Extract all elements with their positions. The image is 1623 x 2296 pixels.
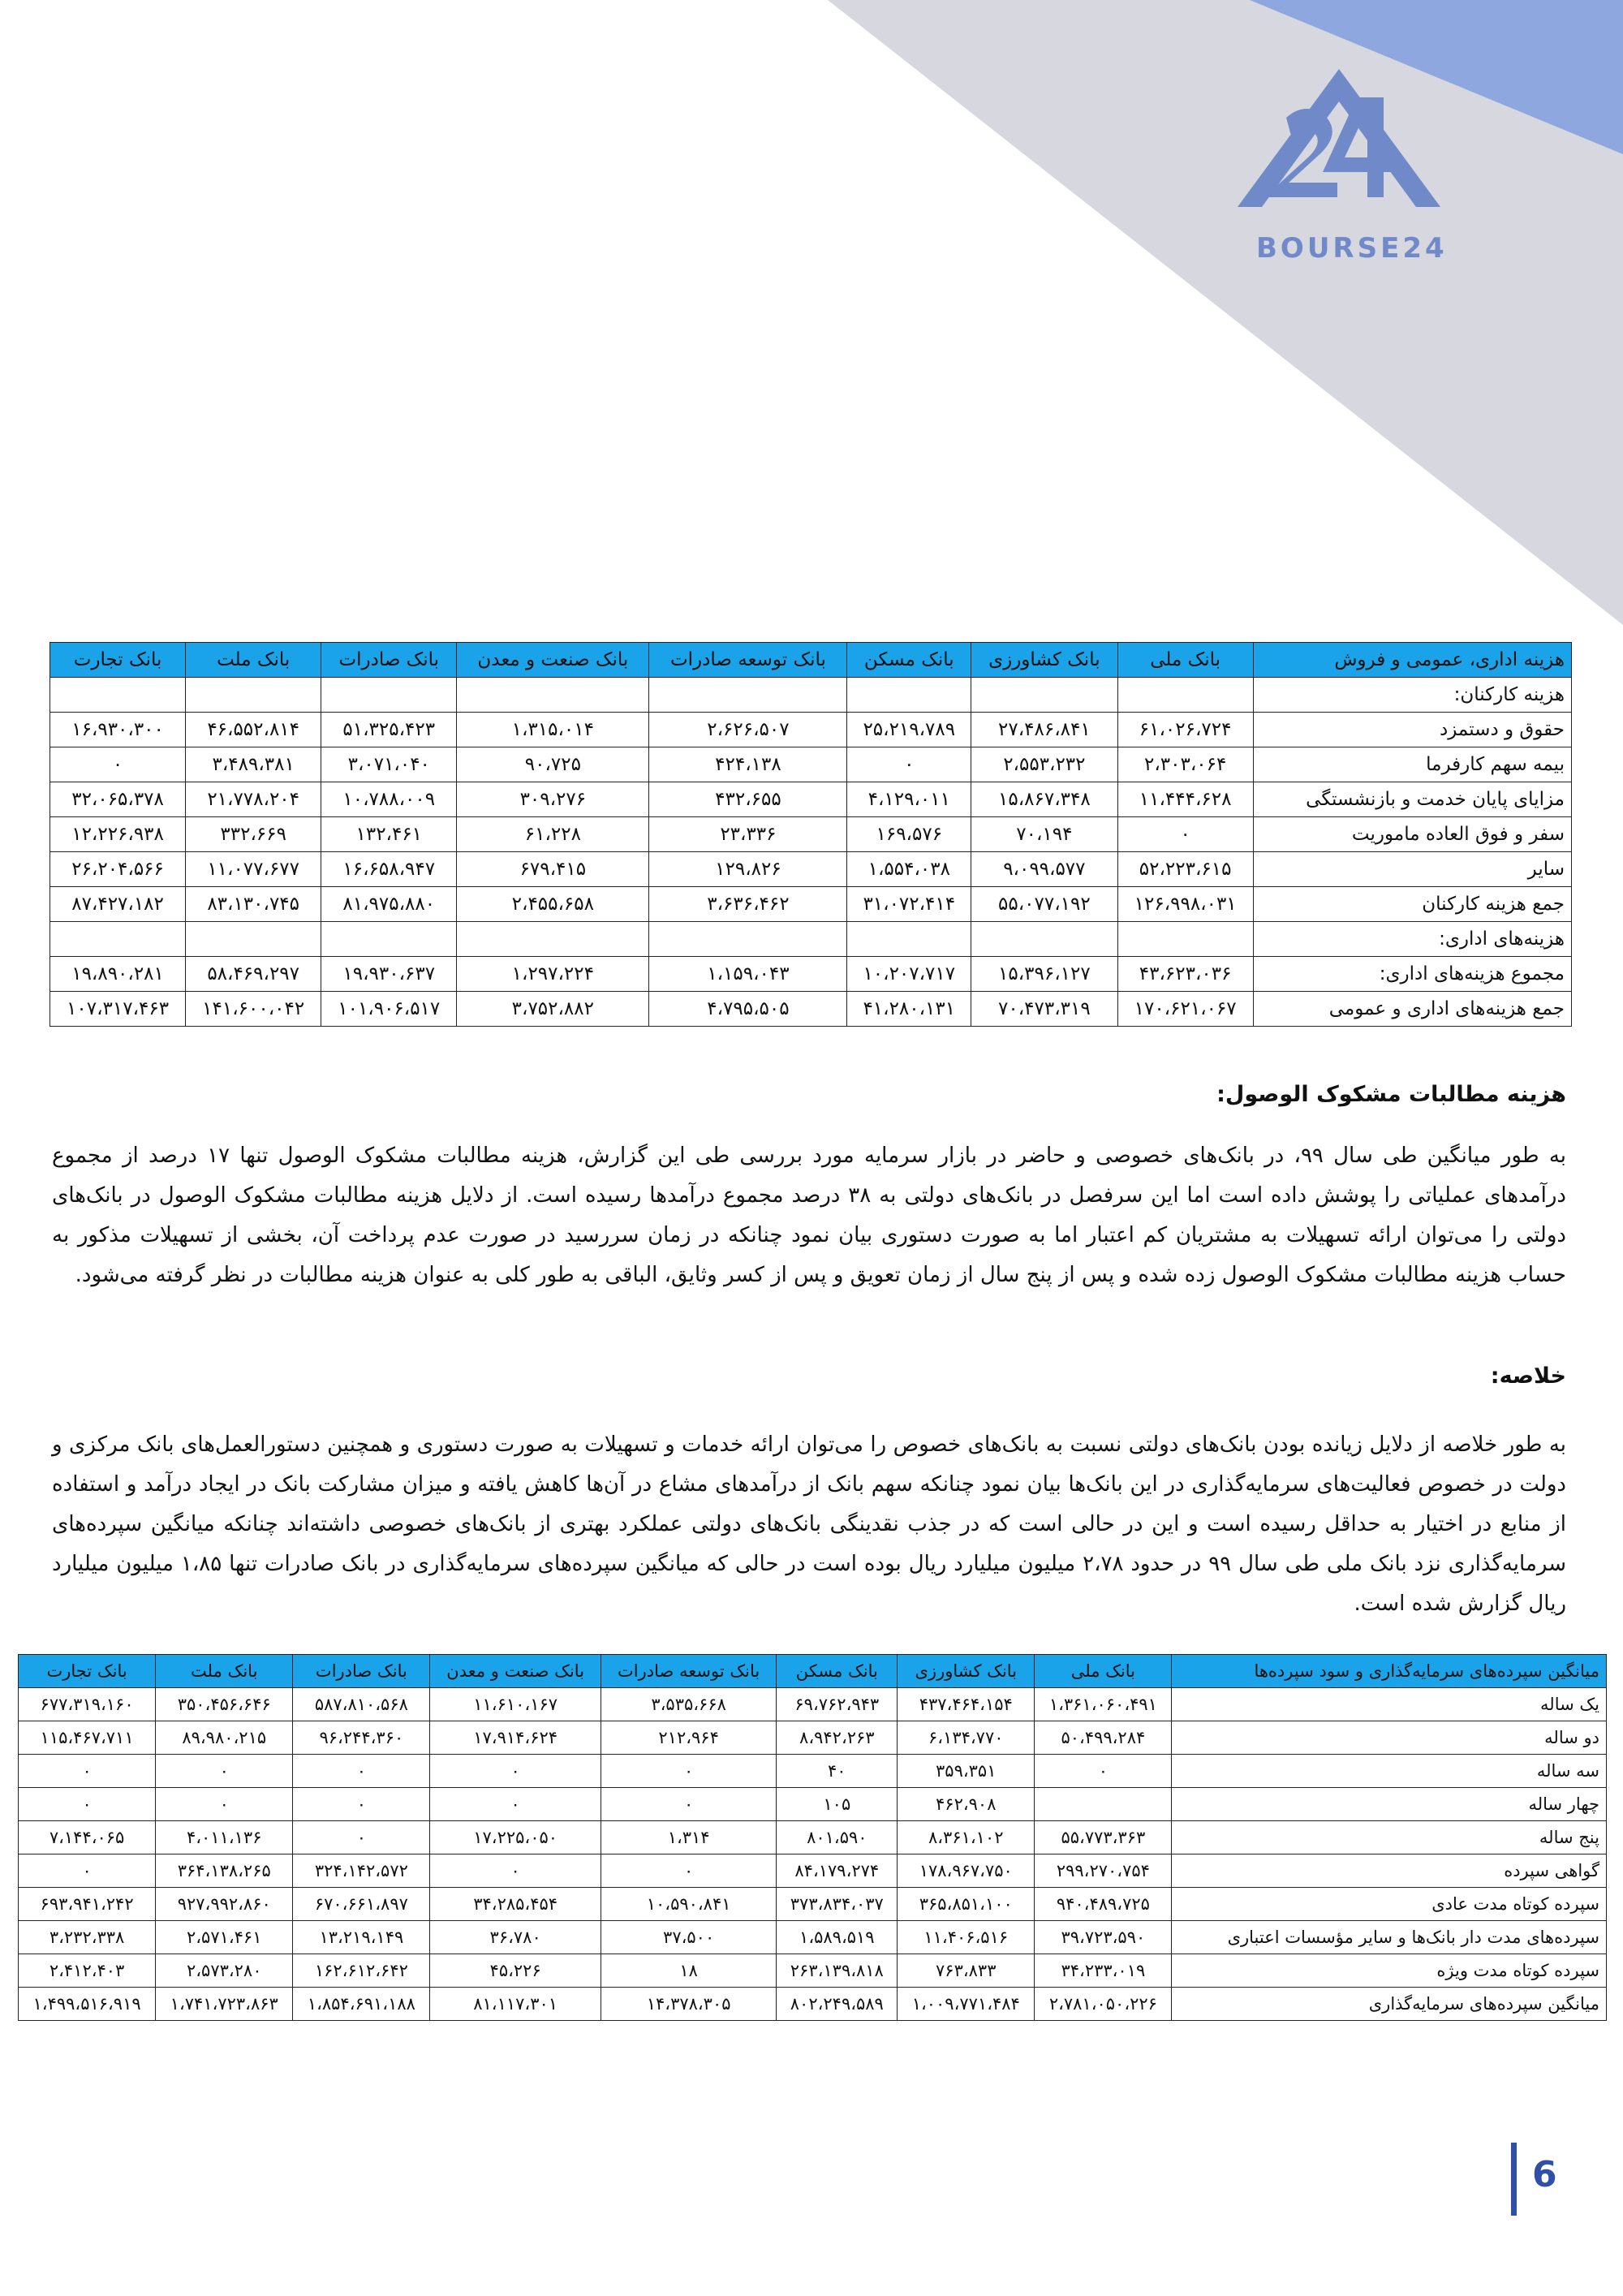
value-cell: ۱،۵۵۴،۰۳۸ <box>847 852 971 887</box>
value-cell: ۳۵۹،۳۵۱ <box>898 1755 1035 1788</box>
value-cell: ۹۲۷،۹۹۲،۸۶۰ <box>156 1888 293 1921</box>
value-cell: ۱،۵۸۹،۵۱۹ <box>777 1921 898 1954</box>
value-cell: ۲،۵۷۱،۴۶۱ <box>156 1921 293 1954</box>
value-cell: ۶۷۷،۳۱۹،۱۶۰ <box>19 1688 156 1721</box>
table-header-row <box>19 1655 1607 1688</box>
value-cell: ۱۸ <box>601 1954 777 1988</box>
value-cell: ۶۱،۲۲۸ <box>457 817 649 852</box>
value-cell: ۲،۵۷۳،۲۸۰ <box>156 1954 293 1988</box>
value-cell: ۱۰،۵۹۰،۸۴۱ <box>601 1888 777 1921</box>
value-cell: ۰ <box>293 1755 430 1788</box>
value-cell: ۵۰،۴۹۹،۲۸۴ <box>1035 1721 1172 1755</box>
value-cell <box>186 678 321 713</box>
table-row <box>19 1954 1607 1988</box>
value-cell: ۴۳،۶۲۳،۰۳۶ <box>1117 957 1253 992</box>
table-row <box>19 1988 1607 2021</box>
value-cell: ۰ <box>1035 1755 1172 1788</box>
header-cell: بانک ملی <box>1035 1655 1172 1688</box>
value-cell: ۴۳۲،۶۵۵ <box>649 782 847 817</box>
value-cell: ۲،۴۱۲،۴۰۳ <box>19 1954 156 1988</box>
value-cell: ۳،۷۵۲،۸۸۲ <box>457 992 649 1027</box>
value-cell <box>971 678 1118 713</box>
row-label-cell: سپرده کوتاه مدت ویژه <box>1172 1954 1607 1988</box>
value-cell: ۵۸،۴۶۹،۲۹۷ <box>186 957 321 992</box>
value-cell: ۹۶،۲۴۴،۳۶۰ <box>293 1721 430 1755</box>
value-cell: ۸۷،۴۲۷،۱۸۲ <box>50 887 186 922</box>
paragraph-summary: به طور خلاصه از دلایل زیانده بودن بانک‌های دولتی نسبت به بانک‌های خصوص را می‌توان ارائه خدمات و تسهیلات به صورت دستوری و همچنین دستورالعمل‌های بانک مرکزی و دولت در خصوص فعالیت‌های سرمایه‌گذاری در این بانک‌ها بیان نمود چنانکه سهم بانک از درآمدهای مشاع در آن‌ها کاهش یافته و میزان مشارکت بانک در ایجاد درآمد و استفاده از منابع در اختیار به حداقل رسیده است و این در حالی است که در جذب نقدینگی بانک‌های دولتی عملکرد بهتری از بانک‌های خصوصی داشته‌اند چنانکه میانگین سپرده‌های سرمایه‌گذاری نزد بانک ملی طی سال ۹۹ در حدود ۲،۷۸ میلیون میلیارد ریال بوده است در حالی که میانگین سپرده‌های سرمایه‌گذاری در بانک صادرات تنها ۱،۸۵ میلیون میلیارد ریال گزارش شده است. <box>52 1432 1567 1616</box>
value-cell: ۱۷،۲۲۵،۰۵۰ <box>430 1821 601 1854</box>
value-cell: ۱۲۹،۸۲۶ <box>649 852 847 887</box>
table-row <box>50 852 1572 887</box>
row-label-cell: مزایای پایان خدمت و بازنشستگی <box>1253 782 1571 817</box>
value-cell: ۲،۳۰۳،۰۶۴ <box>1117 747 1253 782</box>
value-cell: ۱۷،۹۱۴،۶۲۴ <box>430 1721 601 1755</box>
value-cell: ۱۱۵،۴۶۷،۷۱۱ <box>19 1721 156 1755</box>
row-label-cell: سایر <box>1253 852 1571 887</box>
table-body <box>50 678 1572 1027</box>
value-cell: ۰ <box>156 1755 293 1788</box>
value-cell: ۷۰،۱۹۴ <box>971 817 1118 852</box>
value-cell: ۴،۰۱۱،۱۳۶ <box>156 1821 293 1854</box>
value-cell: ۰ <box>601 1854 777 1888</box>
paragraph-doubtful-receivables: به طور میانگین طی سال ۹۹، در بانک‌های خصوصی و حاضر در بازار سرمایه مورد بررسی طی این گزارش، هزینه مطالبات مشکوک الوصول تنها ۱۷ درصد از مجموع درآمدهای عملیاتی را پوشش داده است اما این سرفصل در بانک‌های دولتی به ۳۸ درصد مجموع درآمدها رسیده است. از دلایل هزینه مطالبات مشکوک الوصول در بانک‌های دولتی را می‌توان ارائه تسهیلات به مشتریان کم اعتبار اما به صورت دستوری بیان نمود چنانکه در زمان سررسید در صورت عدم پرداخت آن، بخشی از تسهیلات مذکور به حساب هزینه مطالبات مشکوک الوصول زده شده و پس از پنج سال از زمان تعویق و پس از کسر وثایق، الباقی به طور کلی به عنوان هزینه مطالبات در نظر گرفته می‌شود. <box>52 1144 1566 1287</box>
investment-deposits-table <box>18 1654 1607 2021</box>
value-cell: ۱۷۰،۶۲۱،۰۶۷ <box>1117 992 1253 1027</box>
value-cell: ۳۷۳،۸۳۴،۰۳۷ <box>777 1888 898 1921</box>
value-cell: ۱۳۲،۴۶۱ <box>321 817 457 852</box>
value-cell: ۱۲،۲۲۶،۹۳۸ <box>50 817 186 852</box>
value-cell: ۴،۱۲۹،۰۱۱ <box>847 782 971 817</box>
table-row <box>19 1721 1607 1755</box>
value-cell: ۸۱،۱۱۷،۳۰۱ <box>430 1988 601 2021</box>
value-cell <box>186 922 321 957</box>
value-cell: ۱۴۱،۶۰۰،۰۴۲ <box>186 992 321 1027</box>
value-cell: ۰ <box>19 1788 156 1821</box>
value-cell: ۱،۷۴۱،۷۲۳،۸۶۳ <box>156 1988 293 2021</box>
value-cell <box>847 678 971 713</box>
value-cell: ۱۷۸،۹۶۷،۷۵۰ <box>898 1854 1035 1888</box>
value-cell: ۰ <box>19 1755 156 1788</box>
value-cell: ۳۶،۷۸۰ <box>430 1921 601 1954</box>
value-cell: ۳،۲۳۲،۳۳۸ <box>19 1921 156 1954</box>
value-cell: ۳۷،۵۰۰ <box>601 1921 777 1954</box>
row-label-cell: حقوق و دستمزد <box>1253 713 1571 747</box>
value-cell: ۳۴،۲۳۳،۰۱۹ <box>1035 1954 1172 1988</box>
value-cell <box>50 922 186 957</box>
header-cell: بانک ملی <box>1117 643 1253 678</box>
header-cell: بانک کشاورزی <box>898 1655 1035 1688</box>
value-cell: ۱۹،۹۳۰،۶۳۷ <box>321 957 457 992</box>
value-cell: ۱۱،۴۴۴،۶۲۸ <box>1117 782 1253 817</box>
row-label-cell: پنج ساله <box>1172 1821 1607 1854</box>
value-cell: ۰ <box>430 1755 601 1788</box>
table-body <box>19 1688 1607 2021</box>
value-cell: ۱،۸۵۴،۶۹۱،۱۸۸ <box>293 1988 430 2021</box>
value-cell: ۴۶۲،۹۰۸ <box>898 1788 1035 1821</box>
value-cell: ۲۱۲،۹۶۴ <box>601 1721 777 1755</box>
header-cell: میانگین سپرده‌های سرمایه‌گذاری و سود سپرده‌ها <box>1172 1655 1607 1688</box>
value-cell: ۷،۱۴۴،۰۶۵ <box>19 1821 156 1854</box>
value-cell: ۴۶،۵۵۲،۸۱۴ <box>186 713 321 747</box>
page-number-bar <box>1511 2143 1517 2216</box>
row-label-cell: میانگین سپرده‌های سرمایه‌گذاری <box>1172 1988 1607 2021</box>
value-cell: ۳۰۹،۲۷۶ <box>457 782 649 817</box>
row-label-cell: جمع هزینه‌های اداری و عمومی <box>1253 992 1571 1027</box>
value-cell: ۸۹،۹۸۰،۲۱۵ <box>156 1721 293 1755</box>
value-cell: ۰ <box>1117 817 1253 852</box>
value-cell: ۱،۳۱۴ <box>601 1821 777 1854</box>
value-cell: ۱۶،۹۳۰،۳۰۰ <box>50 713 186 747</box>
value-cell: ۱،۱۵۹،۰۴۳ <box>649 957 847 992</box>
value-cell: ۸،۹۴۲،۲۶۳ <box>777 1721 898 1755</box>
value-cell: ۴۲۴،۱۳۸ <box>649 747 847 782</box>
table-row <box>50 922 1572 957</box>
row-label-cell: جمع هزینه کارکنان <box>1253 887 1571 922</box>
value-cell: ۰ <box>50 747 186 782</box>
value-cell: ۶،۱۳۴،۷۷۰ <box>898 1721 1035 1755</box>
value-cell: ۱۴،۳۷۸،۳۰۵ <box>601 1988 777 2021</box>
table-row <box>19 1821 1607 1854</box>
value-cell: ۲۳،۳۳۶ <box>649 817 847 852</box>
value-cell <box>649 678 847 713</box>
value-cell: ۹۰،۷۲۵ <box>457 747 649 782</box>
value-cell: ۳،۴۸۹،۳۸۱ <box>186 747 321 782</box>
value-cell: ۵۸۷،۸۱۰،۵۶۸ <box>293 1688 430 1721</box>
value-cell: ۳۲۴،۱۴۲،۵۷۲ <box>293 1854 430 1888</box>
value-cell: ۴۱،۲۸۰،۱۳۱ <box>847 992 971 1027</box>
value-cell <box>847 922 971 957</box>
header-cell: بانک صنعت و معدن <box>430 1655 601 1688</box>
section-heading-doubtful-receivables: هزینه مطالبات مشکوک الوصول: <box>1216 1082 1566 1107</box>
value-cell: ۱۹،۸۹۰،۲۸۱ <box>50 957 186 992</box>
value-cell: ۳،۶۳۶،۴۶۲ <box>649 887 847 922</box>
header-cell: بانک مسکن <box>777 1655 898 1688</box>
value-cell: ۳۶۴،۱۳۸،۲۶۵ <box>156 1854 293 1888</box>
value-cell: ۷۶۳،۸۳۳ <box>898 1954 1035 1988</box>
value-cell <box>457 678 649 713</box>
value-cell: ۱،۴۹۹،۵۱۶،۹۱۹ <box>19 1988 156 2021</box>
table-row <box>19 1921 1607 1954</box>
value-cell: ۲،۷۸۱،۰۵۰،۲۲۶ <box>1035 1988 1172 2021</box>
value-cell <box>50 678 186 713</box>
value-cell: ۸،۳۶۱،۱۰۲ <box>898 1821 1035 1854</box>
row-label-cell: چهار ساله <box>1172 1788 1607 1821</box>
value-cell: ۸۴،۱۷۹،۲۷۴ <box>777 1854 898 1888</box>
header-cell: بانک ملت <box>186 643 321 678</box>
value-cell: ۰ <box>156 1788 293 1821</box>
value-cell: ۹۴۰،۴۸۹،۷۲۵ <box>1035 1888 1172 1921</box>
header-cell: بانک توسعه صادرات <box>649 643 847 678</box>
row-label-cell: بیمه سهم کارفرما <box>1253 747 1571 782</box>
value-cell: ۰ <box>19 1854 156 1888</box>
value-cell: ۱۳،۲۱۹،۱۴۹ <box>293 1921 430 1954</box>
value-cell: ۰ <box>293 1821 430 1854</box>
value-cell: ۱۰،۷۸۸،۰۰۹ <box>321 782 457 817</box>
value-cell: ۲۶،۲۰۴،۵۶۶ <box>50 852 186 887</box>
value-cell: ۷۰،۴۷۳،۳۱۹ <box>971 992 1118 1027</box>
value-cell: ۲۷،۴۸۶،۸۴۱ <box>971 713 1118 747</box>
value-cell: ۱۱،۶۱۰،۱۶۷ <box>430 1688 601 1721</box>
row-label-cell: سفر و فوق العاده ماموریت <box>1253 817 1571 852</box>
value-cell: ۱۲۶،۹۹۸،۰۳۱ <box>1117 887 1253 922</box>
value-cell: ۲۱،۷۷۸،۲۰۴ <box>186 782 321 817</box>
value-cell: ۱۵،۸۶۷،۳۴۸ <box>971 782 1118 817</box>
table-row <box>50 992 1572 1027</box>
value-cell: ۴۰ <box>777 1755 898 1788</box>
value-cell: ۱۰،۲۰۷،۷۱۷ <box>847 957 971 992</box>
header-cell: بانک ملت <box>156 1655 293 1688</box>
value-cell: ۳۴،۲۸۵،۴۵۴ <box>430 1888 601 1921</box>
value-cell: ۱۰۷،۳۱۷،۴۶۳ <box>50 992 186 1027</box>
section-heading-summary: خلاصه: <box>1490 1363 1566 1389</box>
value-cell: ۶۹،۷۶۲،۹۴۳ <box>777 1688 898 1721</box>
value-cell: ۱۶۹،۵۷۶ <box>847 817 971 852</box>
value-cell: ۳۳۲،۶۶۹ <box>186 817 321 852</box>
value-cell: ۱۱،۴۰۶،۵۱۶ <box>898 1921 1035 1954</box>
value-cell <box>1117 922 1253 957</box>
value-cell: ۱۰۵ <box>777 1788 898 1821</box>
table-row <box>19 1854 1607 1888</box>
header-cell: بانک توسعه صادرات <box>601 1655 777 1688</box>
row-label-cell: هزینه‌های اداری: <box>1253 922 1571 957</box>
value-cell: ۹،۰۹۹،۵۷۷ <box>971 852 1118 887</box>
row-label-cell: دو ساله <box>1172 1721 1607 1755</box>
table-row <box>19 1888 1607 1921</box>
value-cell: ۲،۴۵۵،۶۵۸ <box>457 887 649 922</box>
value-cell <box>457 922 649 957</box>
row-label-cell: سه ساله <box>1172 1755 1607 1788</box>
value-cell: ۲۹۹،۲۷۰،۷۵۴ <box>1035 1854 1172 1888</box>
value-cell: ۱،۲۹۷،۲۲۴ <box>457 957 649 992</box>
value-cell <box>649 922 847 957</box>
value-cell: ۳۶۵،۸۵۱،۱۰۰ <box>898 1888 1035 1921</box>
value-cell: ۳،۰۷۱،۰۴۰ <box>321 747 457 782</box>
value-cell: ۰ <box>601 1755 777 1788</box>
row-label-cell: سپرده‌های مدت دار بانک‌ها و سایر مؤسسات اعتباری <box>1172 1921 1607 1954</box>
table-row <box>19 1688 1607 1721</box>
value-cell: ۱،۳۶۱،۰۶۰،۴۹۱ <box>1035 1688 1172 1721</box>
table-row <box>50 887 1572 922</box>
value-cell: ۳،۵۳۵،۶۶۸ <box>601 1688 777 1721</box>
value-cell: ۸۰۱،۵۹۰ <box>777 1821 898 1854</box>
table-row <box>19 1788 1607 1821</box>
value-cell: ۲،۶۲۶،۵۰۷ <box>649 713 847 747</box>
value-cell <box>971 922 1118 957</box>
table-header-row <box>50 643 1572 678</box>
row-label-cell: هزینه کارکنان: <box>1253 678 1571 713</box>
value-cell: ۱۶۲،۶۱۲،۶۴۲ <box>293 1954 430 1988</box>
table-row <box>50 747 1572 782</box>
value-cell <box>1117 678 1253 713</box>
value-cell: ۶۹۳،۹۴۱،۲۴۲ <box>19 1888 156 1921</box>
value-cell: ۱،۳۱۵،۰۱۴ <box>457 713 649 747</box>
table-row <box>19 1755 1607 1788</box>
value-cell: ۶۷۰،۶۶۱،۸۹۷ <box>293 1888 430 1921</box>
value-cell: ۱۰۱،۹۰۶،۵۱۷ <box>321 992 457 1027</box>
value-cell: ۰ <box>430 1788 601 1821</box>
value-cell: ۱۶،۶۵۸،۹۴۷ <box>321 852 457 887</box>
corner-decoration <box>0 0 1623 633</box>
logo-wordmark: BOURSE24 <box>1256 232 1448 265</box>
value-cell <box>321 922 457 957</box>
value-cell: ۰ <box>847 747 971 782</box>
header-cell: بانک صادرات <box>293 1655 430 1688</box>
row-label-cell: مجموع هزینه‌های اداری: <box>1253 957 1571 992</box>
value-cell: ۴،۷۹۵،۵۰۵ <box>649 992 847 1027</box>
header-cell: بانک صنعت و معدن <box>457 643 649 678</box>
header-cell: بانک تجارت <box>50 643 186 678</box>
value-cell: ۴۵،۲۲۶ <box>430 1954 601 1988</box>
admin-expenses-table <box>50 642 1572 1027</box>
row-label-cell: سپرده کوتاه مدت عادی <box>1172 1888 1607 1921</box>
value-cell: ۰ <box>293 1788 430 1821</box>
value-cell: ۵۵،۷۷۳،۳۶۳ <box>1035 1821 1172 1854</box>
value-cell <box>1035 1788 1172 1821</box>
value-cell: ۵۱،۳۲۵،۴۲۳ <box>321 713 457 747</box>
value-cell: ۳۹،۷۲۳،۵۹۰ <box>1035 1921 1172 1954</box>
table-row <box>50 817 1572 852</box>
value-cell <box>321 678 457 713</box>
row-label-cell: یک ساله <box>1172 1688 1607 1721</box>
value-cell: ۶۱،۰۲۶،۷۲۴ <box>1117 713 1253 747</box>
value-cell: ۰ <box>430 1854 601 1888</box>
header-cell: بانک کشاورزی <box>971 643 1118 678</box>
value-cell: ۲۵،۲۱۹،۷۸۹ <box>847 713 971 747</box>
table-row <box>50 713 1572 747</box>
value-cell: ۵۲،۲۲۳،۶۱۵ <box>1117 852 1253 887</box>
value-cell: ۲۶۳،۱۳۹،۸۱۸ <box>777 1954 898 1988</box>
value-cell: ۳۵۰،۴۵۶،۶۴۶ <box>156 1688 293 1721</box>
value-cell: ۲،۵۵۳،۲۳۲ <box>971 747 1118 782</box>
header-cell: بانک صادرات <box>321 643 457 678</box>
row-label-cell: گواهی سپرده <box>1172 1854 1607 1888</box>
value-cell: ۰ <box>601 1788 777 1821</box>
value-cell: ۸۳،۱۳۰،۷۴۵ <box>186 887 321 922</box>
value-cell: ۱،۰۰۹،۷۷۱،۴۸۴ <box>898 1988 1035 2021</box>
header-cell: بانک مسکن <box>847 643 971 678</box>
value-cell: ۵۵،۰۷۷،۱۹۲ <box>971 887 1118 922</box>
value-cell: ۱۵،۳۹۶،۱۲۷ <box>971 957 1118 992</box>
value-cell: ۶۷۹،۴۱۵ <box>457 852 649 887</box>
value-cell: ۸۰۲،۲۴۹،۵۸۹ <box>777 1988 898 2021</box>
table-row <box>50 782 1572 817</box>
header-cell: بانک تجارت <box>19 1655 156 1688</box>
value-cell: ۴۳۷،۴۶۴،۱۵۴ <box>898 1688 1035 1721</box>
value-cell: ۳۱،۰۷۲،۴۱۴ <box>847 887 971 922</box>
value-cell: ۳۲،۰۶۵،۳۷۸ <box>50 782 186 817</box>
page-number: 6 <box>1532 2154 1557 2195</box>
value-cell: ۸۱،۹۷۵،۸۸۰ <box>321 887 457 922</box>
value-cell: ۱۱،۰۷۷،۶۷۷ <box>186 852 321 887</box>
table-row <box>50 957 1572 992</box>
table-row <box>50 678 1572 713</box>
header-cell: هزینه اداری، عمومی و فروش <box>1253 643 1571 678</box>
